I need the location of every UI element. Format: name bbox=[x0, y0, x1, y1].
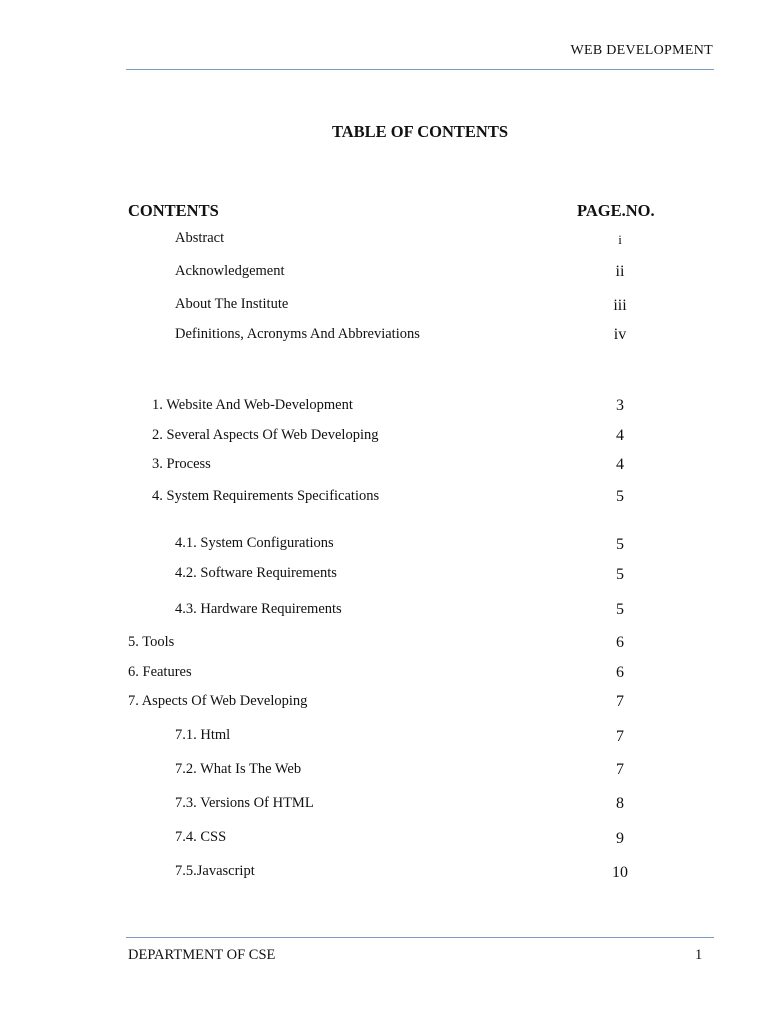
toc-entry-label: 7.2. What Is The Web bbox=[175, 761, 302, 777]
toc-entry-page: 6 bbox=[616, 664, 624, 681]
toc-entry-label: Acknowledgement bbox=[175, 263, 285, 279]
toc-entry-page: 4 bbox=[616, 427, 624, 444]
toc-entry-label: 6. Features bbox=[128, 664, 192, 680]
toc-entry-page: 7 bbox=[616, 761, 624, 778]
toc-entry-page: 4 bbox=[616, 456, 624, 473]
toc-entry-page: 5 bbox=[616, 488, 624, 505]
toc-entry-label: 4.2. Software Requirements bbox=[175, 565, 337, 581]
toc-entry-page: 5 bbox=[616, 601, 624, 618]
toc-entry-label: 7.4. CSS bbox=[175, 829, 227, 845]
running-header: WEB DEVELOPMENT bbox=[570, 43, 713, 58]
toc-entry-page: 7 bbox=[616, 693, 624, 710]
toc-entry-page: 9 bbox=[616, 830, 624, 847]
toc-entry-label: About The Institute bbox=[175, 296, 289, 312]
toc-entry-page: 8 bbox=[616, 795, 624, 812]
toc-entry-page: iii bbox=[613, 297, 627, 314]
toc-entry-label: 1. Website And Web-Development bbox=[152, 397, 353, 413]
toc-entry-label: 5. Tools bbox=[128, 634, 175, 650]
toc-entry-page: iv bbox=[613, 326, 627, 343]
toc-entry-label: 4.3. Hardware Requirements bbox=[175, 601, 342, 617]
toc-entry-page: 3 bbox=[616, 397, 624, 414]
toc-entry-page: 7 bbox=[616, 728, 624, 745]
toc-entry-label: 7.5.Javascript bbox=[175, 863, 255, 879]
toc-entry-page: ii bbox=[615, 263, 625, 280]
toc-entry-page: 5 bbox=[616, 536, 624, 553]
toc-entry-label: 3. Process bbox=[152, 456, 211, 472]
footer-department: DEPARTMENT OF CSE bbox=[128, 947, 276, 963]
toc-entry-label: 7.1. Html bbox=[175, 727, 231, 743]
toc-entry-label: 4.1. System Configurations bbox=[175, 535, 334, 551]
toc-entry-label: Definitions, Acronyms And Abbreviations bbox=[175, 326, 420, 342]
footer-rule bbox=[126, 937, 714, 938]
page-title: TABLE OF CONTENTS bbox=[331, 122, 509, 141]
footer-page-number: 1 bbox=[695, 947, 703, 963]
header-rule bbox=[126, 69, 714, 70]
toc-entry-label: 4. System Requirements Specifications bbox=[152, 488, 380, 504]
toc-entry-label: 7.3. Versions Of HTML bbox=[175, 795, 314, 811]
toc-entry-page: 6 bbox=[616, 634, 624, 651]
toc-entry-label: Abstract bbox=[175, 230, 225, 246]
toc-entry-label: 7. Aspects Of Web Developing bbox=[128, 693, 308, 709]
contents-column-heading: CONTENTS bbox=[128, 201, 219, 220]
page-number-column-heading: PAGE.NO. bbox=[577, 201, 655, 220]
toc-entry-page: 10 bbox=[612, 864, 628, 881]
toc-entry-page: i bbox=[618, 232, 622, 247]
toc-entry-label: 2. Several Aspects Of Web Developing bbox=[152, 427, 379, 443]
toc-entry-page: 5 bbox=[616, 566, 624, 583]
